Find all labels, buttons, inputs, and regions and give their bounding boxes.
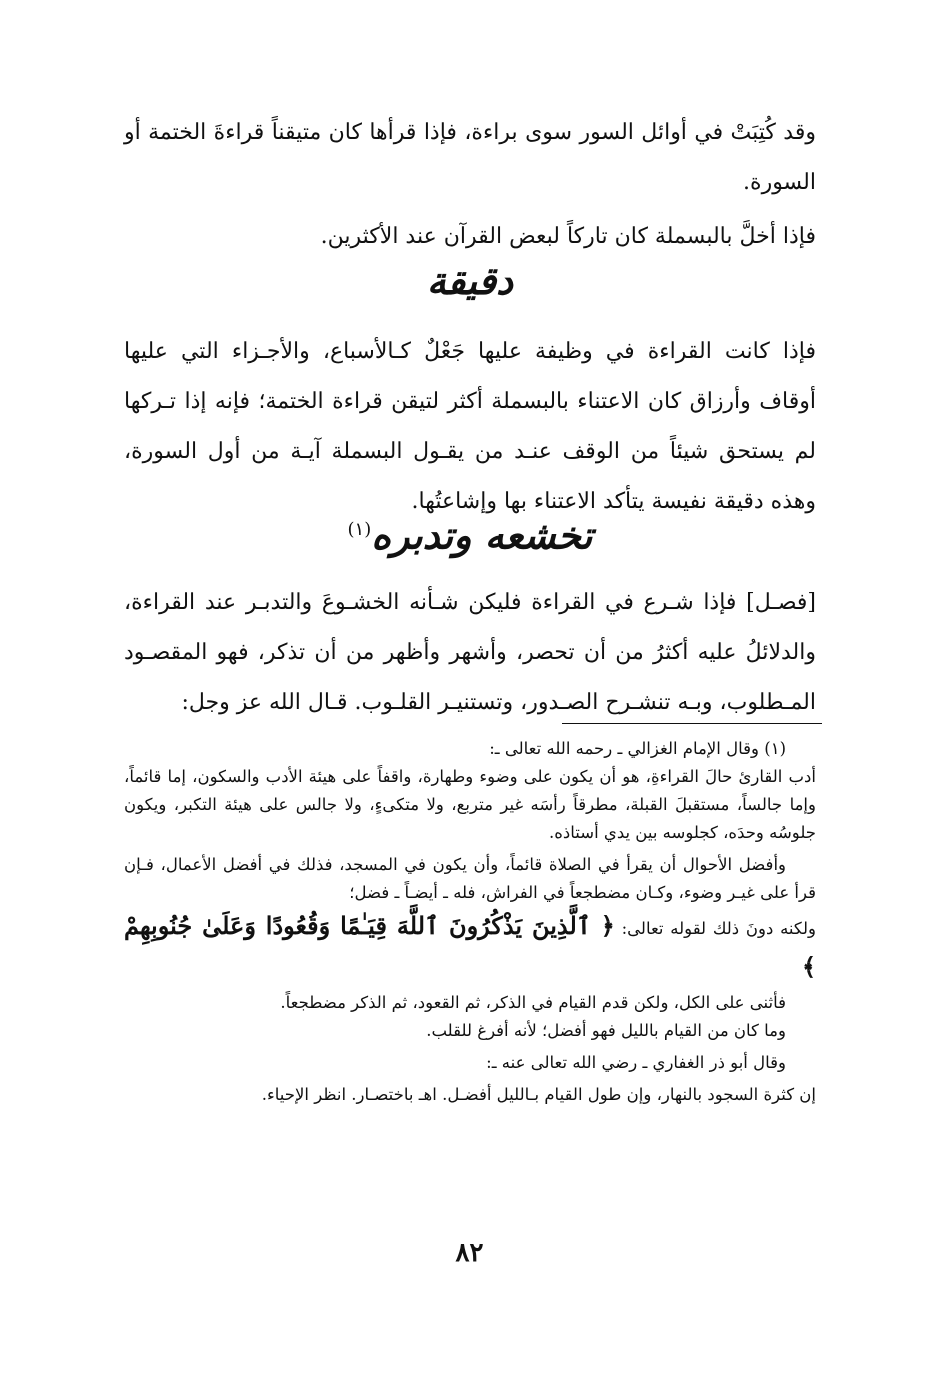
footnote-reference: (١) [347, 519, 372, 540]
footnote-intro: (١) وقال الإمام الغزالي ـ رحمه الله تعالى ـ: [489, 739, 786, 758]
footnote-text: وقال أبو ذر الغفاري ـ رضي الله تعالى عنه ـ: [486, 1053, 786, 1072]
footnote-text: وما كان من القيام بالليل فهو أفضل؛ لأنه أفرغ للقلب. [426, 1021, 786, 1040]
heading-khushu-text: تخشعه وتدبره [371, 512, 593, 558]
footnote-text: إن كثرة السجود بالنهار، وإن طول القيام بـالليل أفضـل. اهـ باختصـار. انظر الإحياء. [261, 1085, 816, 1104]
footnote-text: وأفضل الأحوال أن يقرأ في الصلاة قائماً، وأن يكون في المسجد، فذلك في أفضل الأعمال، فـإن قرأ على غيـر وضوء، وكـان مضطجعاً في الفراش، فله ـ أيضـاً ـ فضل؛ [124, 855, 816, 902]
footnote-divider [562, 723, 822, 724]
fasl-text: فإذا شـرع في القراءة فليكن شـأنه الخشـوعَ والتدبـر عند القراءة، والدلائلُ عليه أكثرُ من أن تحصر، وأشهر وأظهر من أن تذكر، فهو المقصـود المـطلوب، وبـه تنشـرح الصـدور، وتستنيـر القلـوب. قـال الله عز وجل: [124, 590, 816, 715]
paragraph-fasl [124, 578, 816, 728]
heading-khushu [124, 505, 816, 561]
footnote-quran-line [124, 907, 816, 989]
paragraph-basmala-written: وقد كُتِبَتْ في أوائل السور سوى براءة، فإذا قرأها كان متيقناً قراءةَ الختمة أو السورة. [124, 120, 816, 195]
quran-verse: ﴿ ٱلَّذِينَ يَذْكُرُونَ ٱللَّهَ قِيَـٰمًا وَقُعُودًا وَعَلَىٰ جُنُوبِهِمْ ﴾ [124, 911, 816, 981]
heading-daqiqa: دقيقة [426, 258, 514, 303]
footnote-quran-prefix: ولكنه دونَ ذلك لقوله تعالى: [614, 919, 817, 938]
fasl-label: [فصـل] [746, 590, 816, 615]
footnote-text: أدب القارئ حالَ القراءةِ، هو أن يكون على وضوء وطهارة، واقفاً على هيئة الأدب والسكون، إما قائماً، وإما جالساً، مستقبلَ القبلة، مطرقاً رأسَه غير متربع، ولا متكىءٍ، ولا جالس على هيئة التكبر، ويكون جلوسُه وحدَه، كجلوسه بين يدي أستاذه. [124, 767, 816, 842]
paragraph-daqiqa: فإذا كانت القراءة في وظيفة عليها جَعْلٌ كـالأسباع، والأجـزاء التي عليها أوقاف وأرزاق كان الاعتناء بالبسملة أكثر لتيقن قراءة الختمة؛ فإنه إذا تـركها لم يستحق شيئاً من الوقف عنـد من يقـول البسملة آيـة من أول السورة، وهذه دقيقة نفيسة يتأكد الاعتناء بها وإشاعتُها. [124, 339, 816, 514]
page-number: ٨٢ [455, 1238, 484, 1268]
paragraph-basmala-omitted: فإذا أخلَّ بالبسملة كان تاركاً لبعض القرآن عند الأكثرين. [320, 224, 816, 249]
footnote-text: فأثنى على الكل، ولكن قدم القيام في الذكر، ثم القعود، ثم الذكر مضطجعاً. [280, 993, 786, 1012]
footnotes [124, 735, 816, 1109]
